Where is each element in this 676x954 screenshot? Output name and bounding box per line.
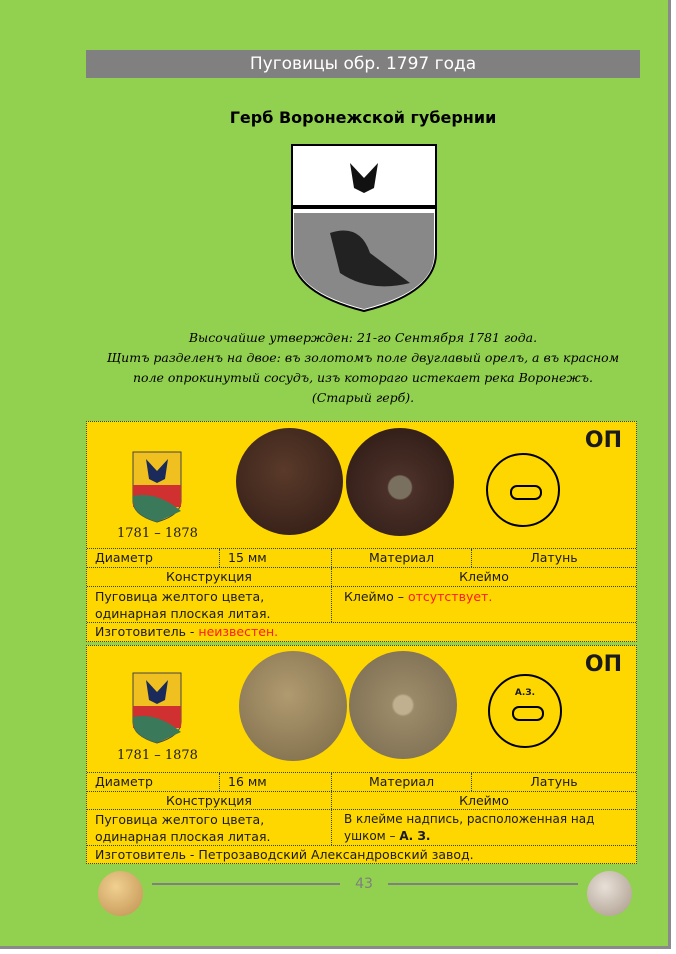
years: 1781 – 1878: [117, 748, 198, 763]
maker-prefix: Изготовитель -: [95, 624, 199, 639]
section-heading: Герб Воронежской губернии: [229, 108, 497, 127]
caption-line: (Старый герб).: [311, 390, 415, 405]
maker: [87, 846, 636, 863]
page-title: Пуговицы обр. 1797 года: [86, 50, 640, 78]
mark-label: Клеймо: [331, 568, 636, 586]
mark-inscription: А. З.: [399, 829, 431, 843]
coat-of-arms-icon: [132, 672, 182, 747]
caption-line: Высочайше утвержден: 21-го Сентября 1781 года.: [188, 330, 538, 345]
caption-line: Щитъ разделенъ на двое: въ золотомъ поле двуглавый орелъ, а въ красном: [106, 350, 620, 365]
diameter-label: Диаметр: [95, 550, 153, 565]
maker: [87, 623, 636, 641]
construction-value: Пуговица желтого цвета, одинарная плоская литая.: [95, 589, 271, 621]
diameter-value: 16 мм: [219, 773, 331, 791]
construction-label: Конструкция: [166, 793, 252, 808]
coat-of-arms-icon: [132, 451, 182, 526]
material-label: Материал: [331, 549, 471, 567]
material-label: Материал: [331, 773, 471, 791]
coat-of-arms-image: [290, 143, 438, 313]
maker-prefix: Изготовитель -: [95, 847, 199, 862]
coin-back-image: [346, 428, 454, 536]
mark-status: отсутствует.: [407, 589, 493, 604]
button-card: [86, 645, 637, 864]
mark-value: [331, 587, 636, 622]
caption-line: поле опрокинутый сосудъ, изъ котораго истекает река Воронежъ.: [133, 370, 593, 385]
mark-prefix: Клеймо –: [344, 589, 408, 604]
footer-divider: [152, 883, 340, 885]
mark-value: [331, 810, 636, 845]
scheme-mark-text: А.З.: [514, 688, 536, 698]
diameter-value: 15 мм: [219, 549, 331, 567]
maker-value: неизвестен.: [198, 624, 279, 639]
mark-prefix: В клейме надпись, расположенная над ушком –: [344, 812, 595, 843]
construction-value: Пуговица желтого цвета, одинарная плоская литая.: [95, 812, 271, 844]
page-number: 43: [355, 876, 373, 892]
coin-front-image: [236, 428, 343, 535]
years: 1781 – 1878: [117, 526, 198, 541]
mark-label: Клеймо: [331, 792, 636, 809]
shank-scheme-icon: [488, 674, 562, 748]
coin-front-image: [239, 651, 347, 761]
coin-back-image: [349, 651, 457, 759]
footer-coin-monogram-icon: [587, 871, 632, 916]
diameter-label: Диаметр: [95, 774, 153, 789]
material-value: Латунь: [471, 773, 636, 791]
material-value: Латунь: [471, 549, 636, 567]
badge: ОП: [584, 428, 622, 453]
construction-label: Конструкция: [166, 569, 252, 584]
button-card: [86, 421, 637, 642]
footer-coin-eagle-icon: [98, 871, 143, 916]
maker-value: Петрозаводский Александровский завод.: [198, 847, 474, 862]
badge: ОП: [584, 652, 622, 677]
footer-divider: [388, 883, 578, 885]
shank-scheme-icon: [486, 453, 560, 527]
